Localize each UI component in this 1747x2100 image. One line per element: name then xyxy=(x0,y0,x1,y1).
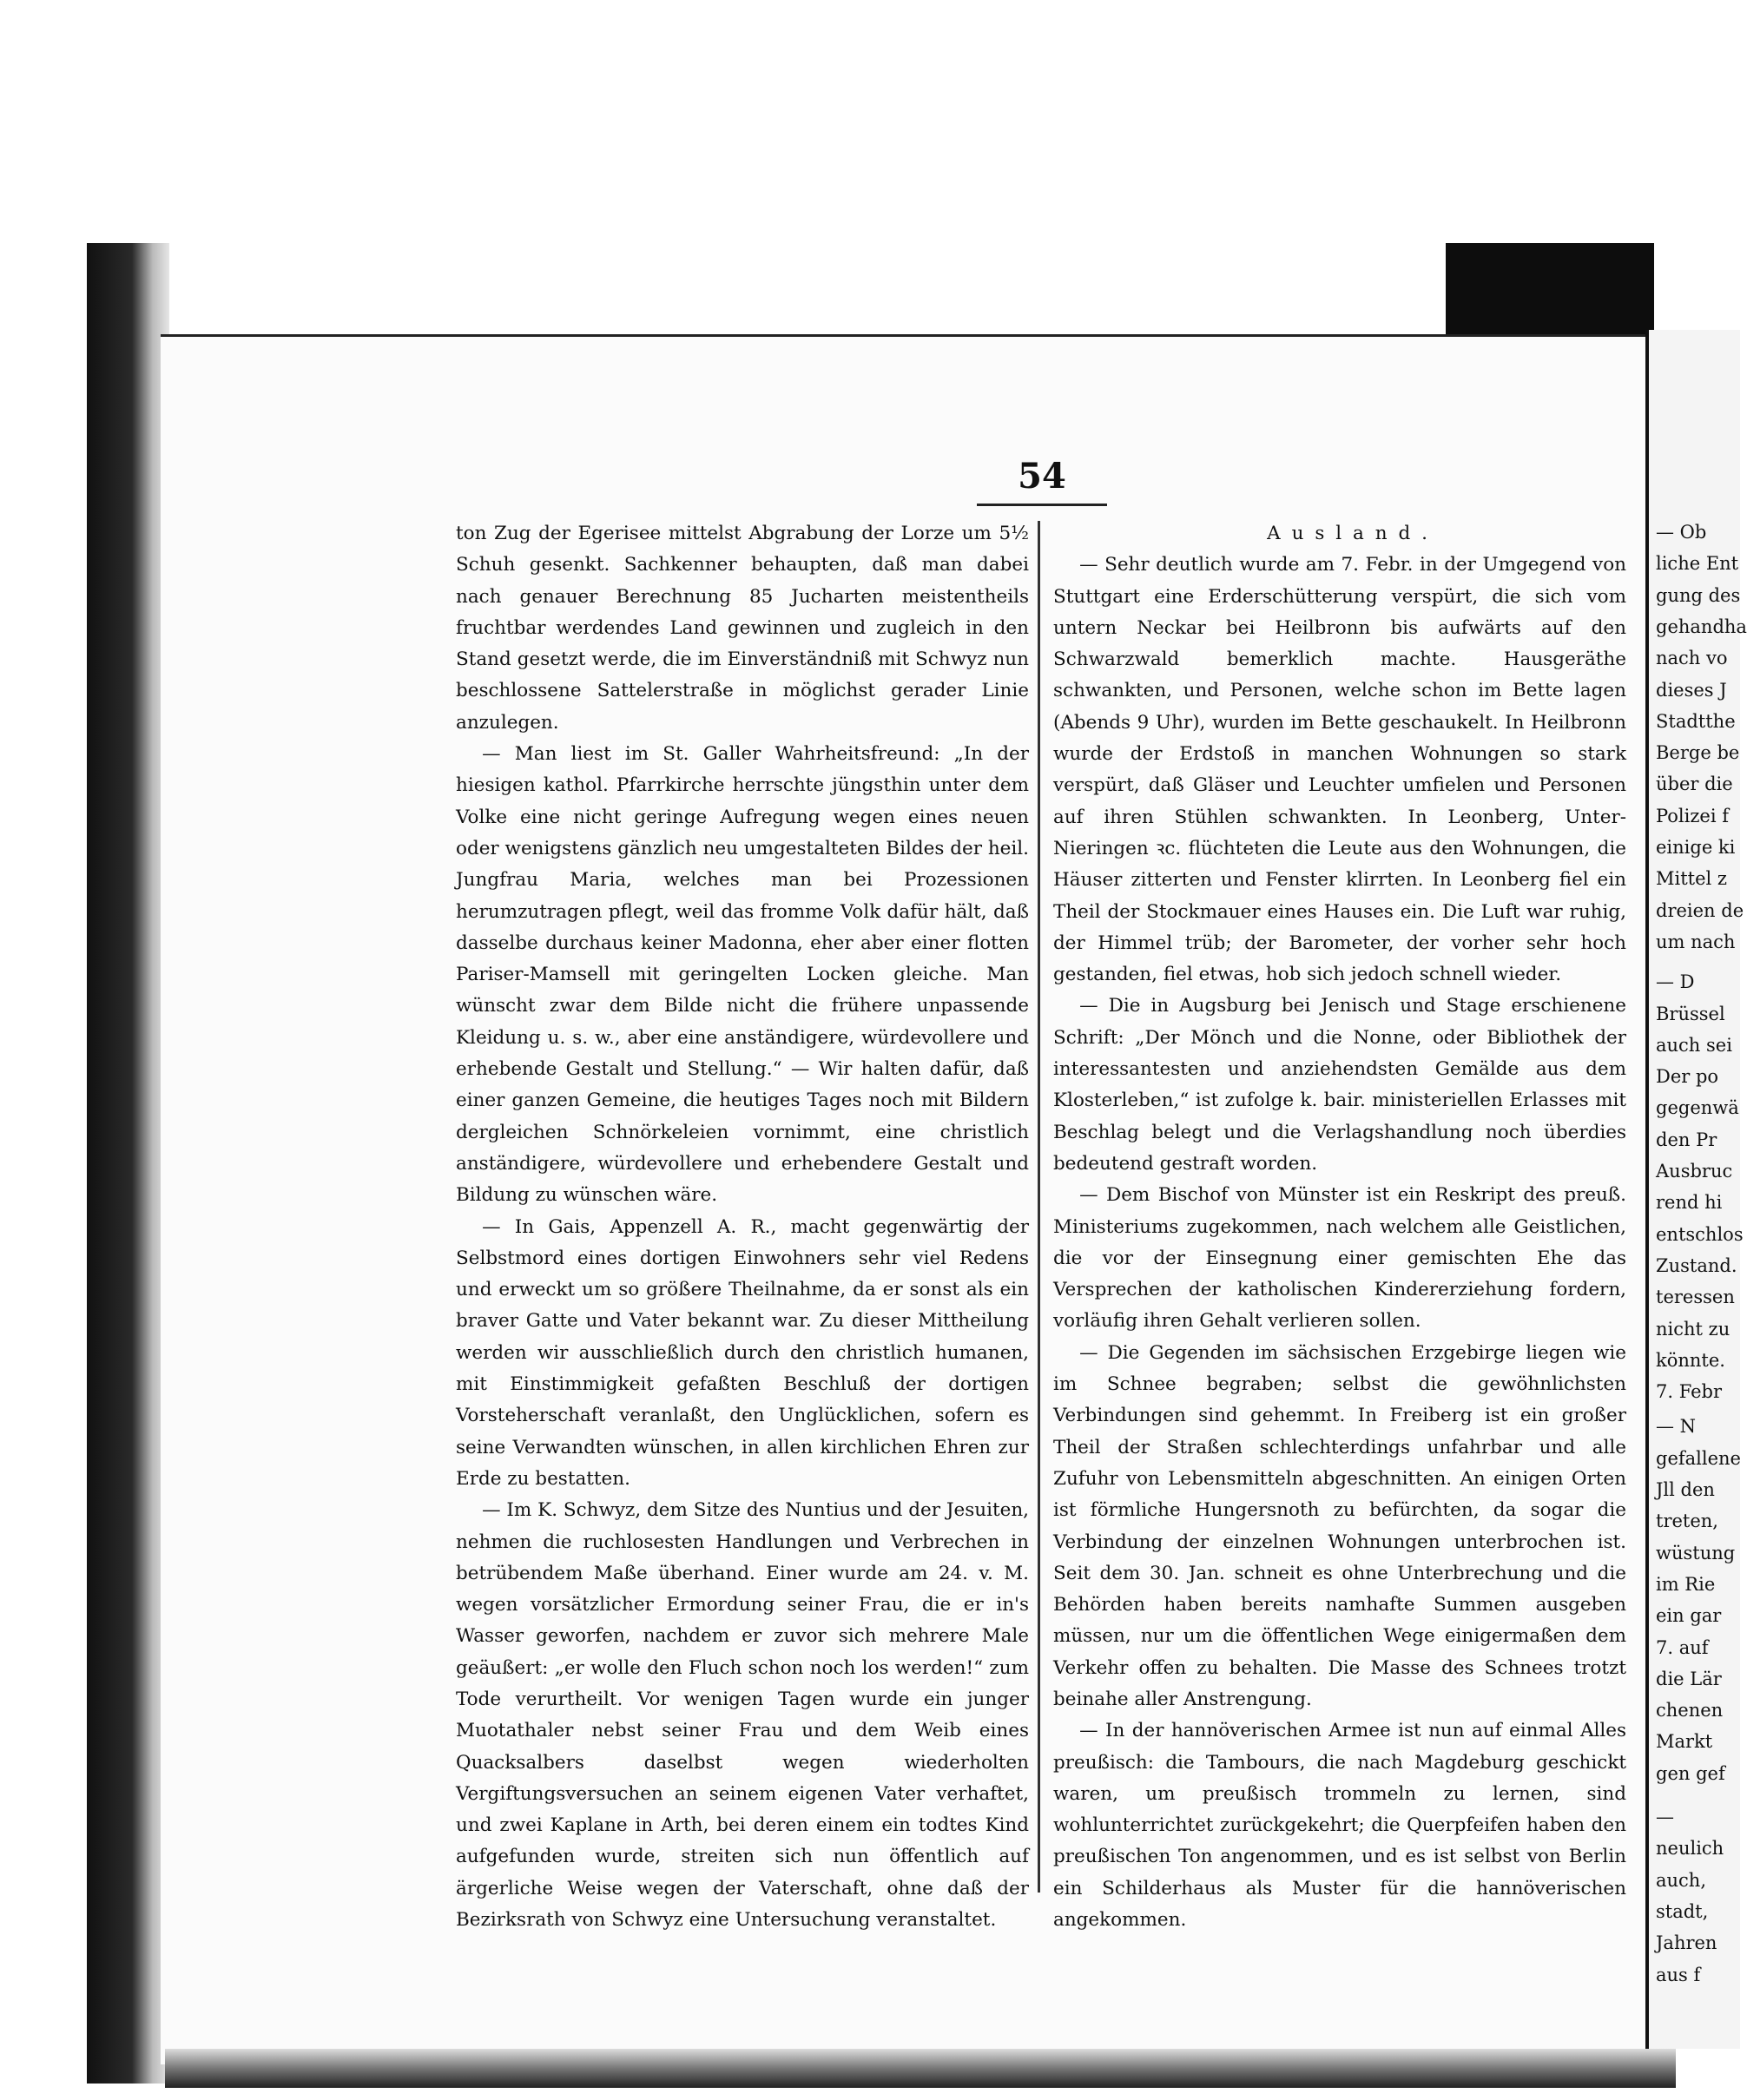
scan-dark-corner xyxy=(1446,243,1654,347)
next-page-line-fragment: — Ob xyxy=(1656,522,1707,543)
page-bottom-edge xyxy=(165,2049,1676,2088)
next-page-line-fragment: nach vo xyxy=(1656,648,1728,669)
next-page-line-fragment: gen gef xyxy=(1656,1762,1725,1784)
next-page-edge xyxy=(1645,330,1747,2049)
paragraph: — In Gais, Appenzell A. R., macht gegenwärtig der Selbstmord eines dortigen Einwohners sehr viel Redens und erweckt um so größere Theilnahme, da er sonst als ein braver Gatte und Vater bekannt war. Zu dieser Mittheilung werden wir ausschließlich durch den christlich humanen, mit Einstimmigkeit gefaßten Beschluß der dortigen Vorsteherschaft veranlaßt, den Unglücklichen, sofern es seine Verwandten wünschen, in allen kirchlichen Ehren zur Erde zu bestatten. xyxy=(456,1215,1029,1490)
next-page-line-fragment: über die xyxy=(1656,774,1733,795)
next-page-line-fragment: — D xyxy=(1656,971,1695,993)
next-page-line-fragment: ein gar xyxy=(1656,1605,1722,1627)
next-page-line-fragment: liche Ent xyxy=(1656,553,1739,575)
paragraph: ton Zug der Egerisee mittelst Abgrabung der Lorze um 5½ Schuh gesenkt. Sachkenner behaupten, daß man dabei nach genauer Berechnung 85 Jucharten meistentheils fruchtbar werdendes Land gewinnen und zugleich in den Stand gesetzt werde, die im Einverständniß mit Schwyz nun beschlossene Sattelerstraße in möglichst gerader Linie anzulegen. xyxy=(456,523,1029,734)
section-heading: Ausland. xyxy=(1267,523,1439,544)
next-page-line-fragment: stadt, xyxy=(1656,1900,1709,1922)
next-page-line-fragment: auch, xyxy=(1656,1869,1707,1891)
next-page-line-fragment: gung des xyxy=(1656,584,1741,606)
next-page-line-fragment: 7. auf xyxy=(1656,1636,1709,1658)
page-number-rule xyxy=(977,504,1107,506)
next-page-line-fragment: nicht zu xyxy=(1656,1318,1731,1340)
next-page-line-fragment: — xyxy=(1656,1807,1674,1827)
paragraph: — Dem Bischof von Münster ist ein Reskript des preuß. Ministeriums zugekommen, nach welchem alle Geistlichen, die vor der Einsegnung einer gemischten Ehe das Versprechen der katholischen Kindererziehung fordern, vorläufig ihren Gehalt verlieren sollen. xyxy=(1053,1184,1626,1333)
next-page-line-fragment: Jahren xyxy=(1656,1932,1717,1954)
next-page-line-fragment: im Rie xyxy=(1656,1573,1716,1595)
next-page-line-fragment: die Lär xyxy=(1656,1668,1722,1689)
next-page-line-fragment: Mittel z xyxy=(1656,868,1727,890)
next-page-line-fragment: entschlos xyxy=(1656,1223,1744,1245)
next-page-line-fragment: könnte. xyxy=(1656,1349,1725,1371)
next-page-line-fragment: einige ki xyxy=(1656,837,1736,858)
next-page-line-fragment: Zustand. xyxy=(1656,1254,1737,1276)
book-binding-shadow xyxy=(87,243,169,2084)
next-page-line-fragment: wüstung xyxy=(1656,1542,1736,1563)
next-page-line-fragment: Brüssel xyxy=(1656,1003,1725,1024)
right-column xyxy=(1053,518,1626,1936)
next-page-line-fragment: Der po xyxy=(1656,1066,1719,1088)
paragraph: — Sehr deutlich wurde am 7. Febr. in der Umgegend von Stuttgart eine Erderschütterung verspürt, die sich vom untern Neckar bei Heilbronn bis aufwärts auf den Schwarzwald bemerklich machte. Hausgeräthe schwankten, und Personen, welche schon im Bette lagen (Abends 9 Uhr), wurden im Bette geschaukelt. In Heilbronn wurde der Erdstoß in manchen Wohnungen so stark verspürt, daß Gläser und Leuchter umfielen und Personen auf ihren Stühlen schwankten. In Leonberg, Unter-Nieringen ꝛc. flüchteten die Leute aus den Wohnungen, die Häuser zitterten und Fenster klirrten. In Leonberg fiel ein Theil der Stockmauer eines Hauses ein. Die Luft war ruhig, der Himmel trüb; der Barometer, der vorher sehr hoch gestanden, fiel etwas, hob sich jedoch schnell wieder. xyxy=(1053,554,1626,986)
next-page-line-fragment: Stadtthe xyxy=(1656,710,1736,732)
page-number: 54 xyxy=(1018,456,1066,497)
paragraph: — Im K. Schwyz, dem Sitze des Nuntius und der Jesuiten, nehmen die ruchlosesten Handlungen und Verbrechen in betrübendem Maße überhand. Einer wurde am 24. v. M. wegen vorsätzlicher Ermordung seiner Frau, die er in's Wasser geworfen, nachdem er zuvor sich mehrere Male geäußert: „er wolle den Fluch schon noch los werden!“ zum Tode verurtheilt. Vor wenigen Tagen wurde ein junger Muotathaler nebst seiner Frau und dem Weib eines Quacksalbers daselbst wegen wiederholten Vergiftungsversuchen an seinem eigenen Vater verhaftet, und zwei Kaplane in Arth, bei deren einem ein todtes Kind aufgefunden wurde, streiten sich nun öffentlich auf ärgerliche Weise wegen der Vaterschaft, ohne daß der Bezirksrath von Schwyz eine Untersuchung veranstaltet. xyxy=(456,1499,1029,1932)
next-page-line-fragment: Berge be xyxy=(1656,742,1740,764)
next-page-line-fragment: dieses J xyxy=(1656,679,1727,701)
left-column xyxy=(456,518,1029,1936)
next-page-line-fragment: Jll den xyxy=(1656,1479,1715,1500)
next-page-line-fragment: gefallene xyxy=(1656,1447,1741,1469)
paragraph: — In der hannöverischen Armee ist nun auf einmal Alles preußisch: die Tambours, die nach Magdeburg geschickt waren, um preußisch trommeln zu lernen, sind wohlunterrichtet zurückgekehrt; die Querpfeifen haben den preußischen Ton angenommen, und es ist selbst von Berlin ein Schilderhaus als Muster für die hannöverischen angekommen. xyxy=(1053,1720,1626,1932)
next-page-line-fragment: rend hi xyxy=(1656,1192,1723,1214)
next-page-line-fragment: teressen xyxy=(1656,1287,1735,1308)
next-page-line-fragment: Markt xyxy=(1656,1731,1713,1753)
next-page-line-fragment: — N xyxy=(1656,1416,1697,1438)
next-page-line-fragment: den Pr xyxy=(1656,1129,1717,1150)
next-page-line-fragment: chenen xyxy=(1656,1700,1724,1721)
paragraph: — Die in Augsburg bei Jenisch und Stage erschienene Schrift: „Der Mönch und die Nonne, oder Bibliothek der interessantesten und anziehendsten Gemälde aus dem Klosterleben,“ ist zufolge k. bair. ministeriellen Erlasses mit Beschlag belegt und die Verlagshandlung noch überdies bedeutend gestraft worden. xyxy=(1053,995,1626,1175)
next-page-line-fragment: Ausbruc xyxy=(1656,1161,1733,1182)
next-page-line-fragment: neulich xyxy=(1656,1838,1724,1860)
next-page-line-fragment: treten, xyxy=(1656,1511,1718,1532)
next-page-line-fragment: dreien de xyxy=(1656,899,1744,921)
next-page-line-fragment: 7. Febr xyxy=(1656,1381,1723,1403)
next-page-line-fragment: auch sei xyxy=(1656,1034,1732,1056)
next-page-line-fragment: um nach xyxy=(1656,931,1736,952)
paragraph: — Die Gegenden im sächsischen Erzgebirge liegen wie im Schnee begraben; selbst die gewöhnlichsten Verbindungen sind gehemmt. In Freiberg ist ein großer Theil der Straßen schlechterdings unfahrbar und alle Zufuhr von Lebensmitteln abgeschnitten. An einigen Orten ist förmliche Hungersnoth zu befürchten, da sogar die Verbindung der einzelnen Wohnungen unterbrochen ist. Seit dem 30. Jan. schneit es ohne Unterbrechung und die Behörden haben bereits namhafte Summen ausgeben müssen, nur um die öffentlichen Wege einigermaßen dem Verkehr offen zu behalten. Die Masse des Schnees trotzt beinahe aller Anstrengung. xyxy=(1053,1341,1626,1710)
paragraph: — Man liest im St. Galler Wahrheitsfreund: „In der hiesigen kathol. Pfarrkirche herrschte jüngsthin unter dem Volke eine nicht geringe Aufregung wegen eines neuen oder wenigstens gänzlich neu umgestalteten Bildes der heil. Jungfrau Maria, welches man bei Prozessionen herumzutragen pflegt, weil das fromme Volk dafür hält, daß dasselbe durchaus keiner Madonna, eher aber einer flotten Pariser-Mamsell mit geringelten Locken gleiche. Man wünscht zwar dem Bilde nicht die frühere unpassende Kleidung u. s. w., aber eine anständigere, würdevollere und erhebende Gestalt und Stellung.“ — Wir halten dafür, daß einer ganzen Gemeine, die heutiges Tages noch mit Bildern dergleichen Schnörkeleien vornimmt, eine christlich anständigere, würdevollere und erhebendere Gestalt und Bildung zu wünschen wäre. xyxy=(456,743,1029,1207)
column-divider xyxy=(1038,521,1040,1893)
next-page-line-fragment: Polizei f xyxy=(1656,805,1730,826)
next-page-line-fragment: gehandha xyxy=(1656,616,1747,637)
next-page-line-fragment: gegenwä xyxy=(1656,1097,1739,1119)
next-page-line-fragment: aus f xyxy=(1656,1964,1701,1985)
